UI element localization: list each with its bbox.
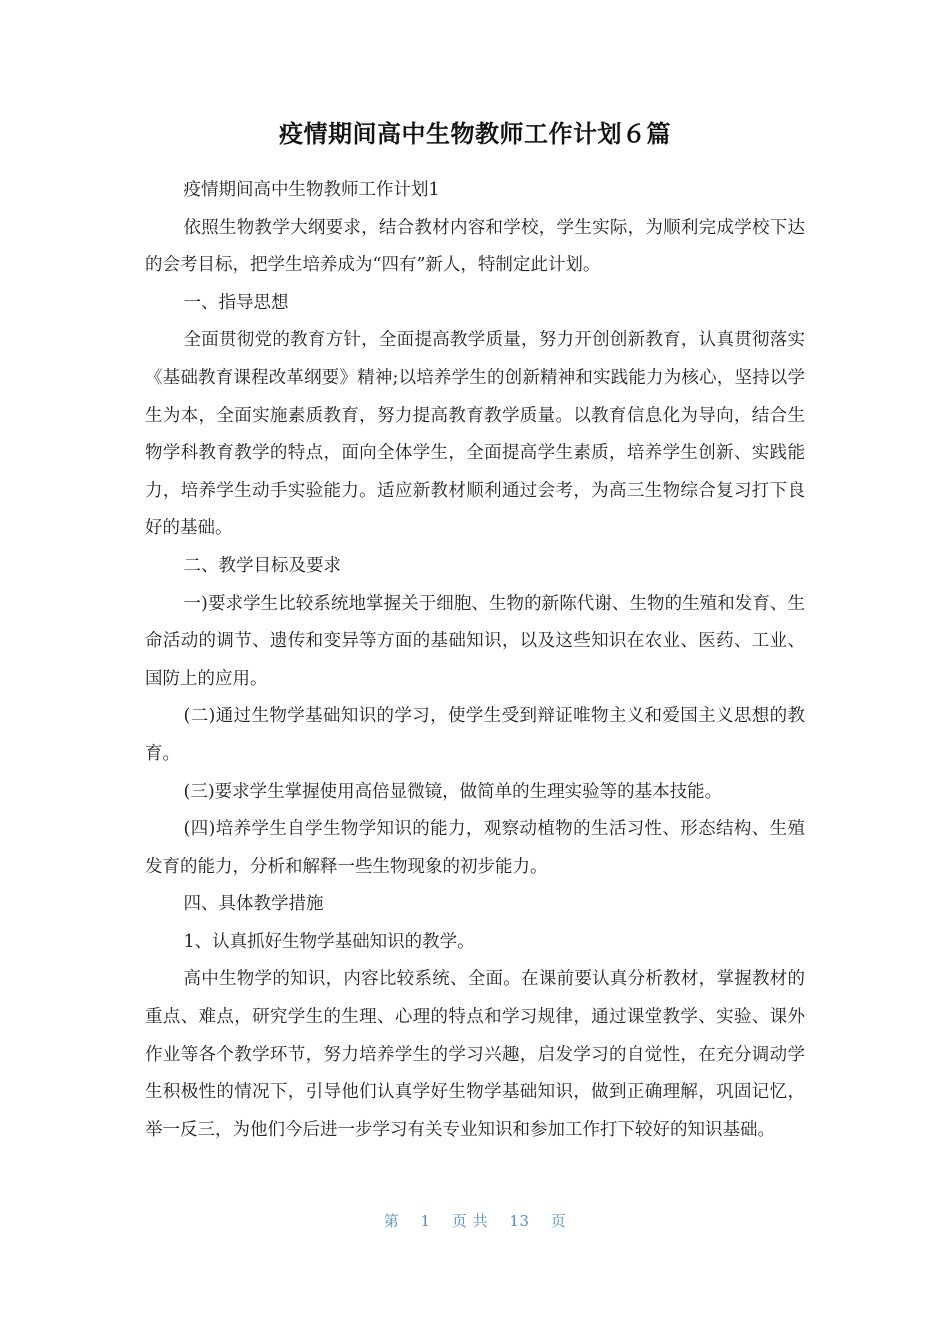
body-paragraph: (四)培养学生自学生物学知识的能力，观察动植物的生活习性、形态结构、生殖发育的能力，分析和解释一些生物现象的初步能力。 — [145, 819, 805, 877]
body-paragraph: 一)要求学生比较系统地掌握关于细胞、生物的新陈代谢、生物的生殖和发育、生命活动的调节、遗传和变异等方面的基础知识，以及这些知识在农业、医药、工业、国防上的应用。 — [145, 593, 805, 689]
body-paragraph: 全面贯彻党的教育方针，全面提高教学质量，努力开创创新教育，认真贯彻落实《基础教育课程改革纲要》精神;以培养学生的创新精神和实践能力为核心，坚持以学生为本，全面实施素质教育，努力提高教育教学质量。以教育信息化为导向，结合生物学科教育教学的特点，面向全体学生，全面提高学生素质，培养学生创新、实践能力，培养学生动手实验能力。适应新教材顺利通过会考，为高三生物综合复习打下良好的基础。 — [145, 330, 805, 539]
document-title: 疫情期间高中生物教师工作计划６篇 — [279, 120, 671, 148]
body-paragraph: 高中生物学的知识，内容比较系统、全面。在课前要认真分析教材，掌握教材的重点、难点，研究学生的生理、心理的特点和学习规律，通过课堂教学、实验、课外作业等各个教学环节，努力培养学生的学习兴趣，启发学习的自觉性，在充分调动学生积极性的情况下，引导他们认真学好生物学基础知识，做到正确理解，巩固记忆，举一反三，为他们今后进一步学习有关专业知识和参加工作打下较好的知识基础。 — [145, 969, 805, 1140]
footer-label-end: 页 — [550, 1212, 567, 1230]
body-paragraph: 依照生物教学大纲要求，结合教材内容和学校，学生实际，为顺利完成学校下达的会考目标，把学生培养成为“四有”新人，特制定此计划。 — [145, 217, 805, 276]
section-heading: 疫情期间高中生物教师工作计划1 — [183, 180, 440, 200]
body-paragraph: (二)通过生物学基础知识的学习，使学生受到辩证唯物主义和爱国主义思想的教育。 — [145, 706, 805, 764]
document-body — [145, 172, 805, 1149]
total-page-count: 13 — [509, 1212, 530, 1230]
current-page-number: 1 — [420, 1212, 431, 1230]
body-paragraph: 1、认真抓好生物学基础知识的教学。 — [183, 931, 475, 952]
footer-label-total: 页 共 — [451, 1212, 489, 1230]
page-footer — [0, 1210, 950, 1231]
body-paragraph: (三)要求学生掌握使用高倍显微镜，做简单的生理实验等的基本技能。 — [183, 781, 723, 802]
section-heading: 四、具体教学措施 — [183, 894, 324, 915]
section-heading: 一、指导思想 — [183, 292, 289, 313]
footer-label-page: 第 — [383, 1212, 400, 1230]
section-heading: 二、教学目标及要求 — [183, 555, 341, 576]
